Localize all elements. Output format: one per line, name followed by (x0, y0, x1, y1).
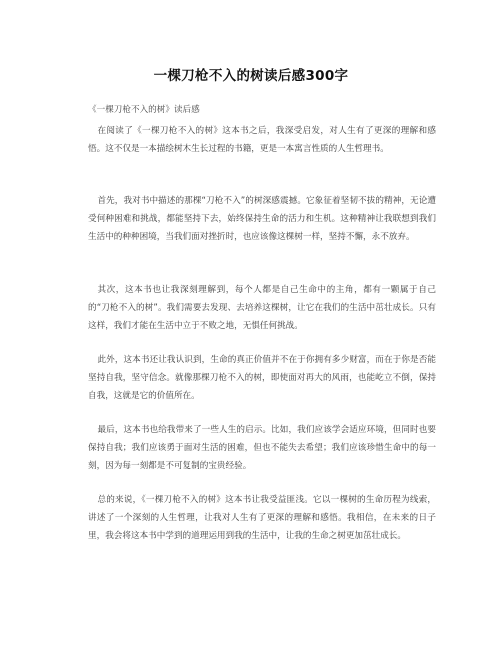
document-subtitle: 《一棵刀枪不入的树》读后感 (88, 105, 200, 115)
paragraph-6: 总的来说，《一棵刀枪不入的树》这本书让我受益匪浅。它以一棵树的生命历程为线索，讲述了一个深刻的人生哲理，让我对人生有了更深的理解和感悟。我相信，在未来的日子里，我会将这本书中学到的道理运用到我的生活中，让我的生命之树更加茁壮成长。 (88, 495, 436, 541)
paragraph-1: 在阅读了《一棵刀枪不入的树》这本书之后，我深受启发，对人生有了更深的理解和感悟。这不仅是一本描绘树木生长过程的书籍，更是一本寓言性质的人生哲理书。 (88, 126, 436, 154)
paragraph-3: 其次，这本书也让我深刻理解到，每个人都是自己生命中的主角，都有一颗属于自己的“刀枪不入的树”。我们需要去发现、去培养这棵树，让它在我们的生活中茁壮成长。只有这样，我们才能在生活中立于不败之地，无惧任何挑战。 (88, 285, 436, 331)
document-title: 一棵刀枪不入的树读后感300字 (153, 68, 349, 84)
paragraph-2: 首先，我对书中描述的那棵“刀枪不入”的树深感震撼。它象征着坚韧不拔的精神，无论遭受何种困难和挑战，都能坚持下去，始终保持生命的活力和生机。这种精神让我联想到我们生活中的种种困境，当我们面对挫折时，也应该像这棵树一样，坚持不懈，永不放弃。 (88, 196, 436, 242)
paragraph-4: 此外，这本书还让我认识到，生命的真正价值并不在于你拥有多少财富，而在于你是否能坚持自我，坚守信念。就像那棵刀枪不入的树，即使面对再大的风雨，也能屹立不倒，保持自我，这就是它的价值所在。 (88, 355, 436, 401)
paragraph-5: 最后，这本书也给我带来了一些人生的启示。比如，我们应该学会适应环境，但同时也要保持自我；我们应该勇于面对生活的困难，但也不能失去希望；我们应该珍惜生命中的每一刻，因为每一刻都是不可复制的宝贵经验。 (88, 425, 436, 471)
